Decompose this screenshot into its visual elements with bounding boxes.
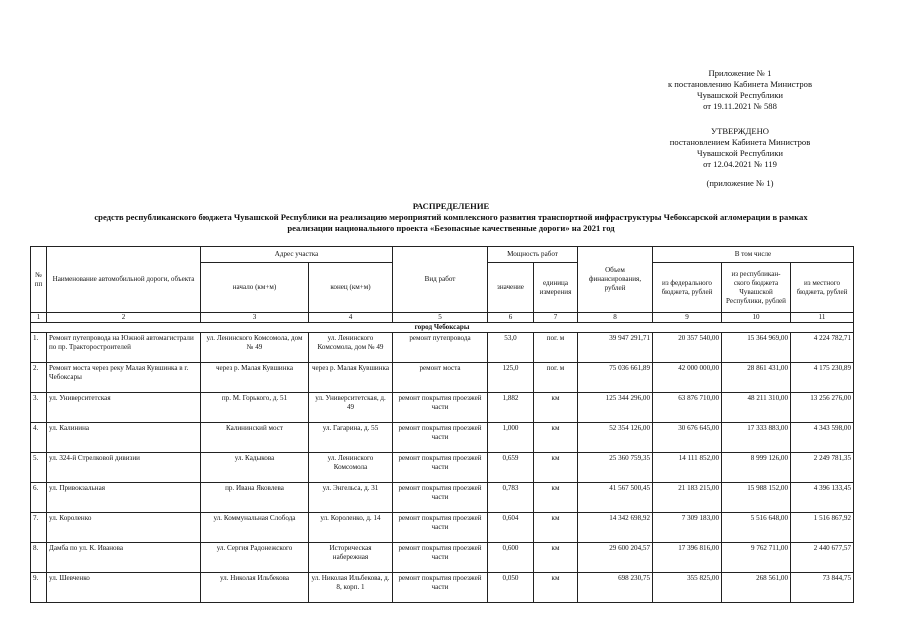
address-end: ул. Энгельса, д. 31 [309, 483, 393, 513]
work-type: ремонт покрытия проезжей части [393, 393, 488, 423]
header-value: значение [488, 263, 534, 313]
col-number: 8 [578, 313, 653, 323]
approval-line-5: (приложение № 1) [706, 178, 774, 188]
federal-funds: 63 876 710,00 [653, 393, 722, 423]
capacity-value: 53,0 [488, 333, 534, 363]
address-end: ул. Николая Ильбекова, д. 8, корп. 1 [309, 573, 393, 603]
header-work-type: Вид работ [393, 247, 488, 313]
header-unit: единица измерения [534, 263, 578, 313]
address-end: ул. Гагарина, д. 55 [309, 423, 393, 453]
road-name: ул. Университетская [47, 393, 201, 423]
column-number-row [31, 313, 854, 323]
work-type: ремонт покрытия проезжей части [393, 453, 488, 483]
capacity-value: 1,882 [488, 393, 534, 423]
appendix-line-2: к постановлению Кабинета Министров [667, 79, 813, 89]
federal-funds: 42 000 000,00 [653, 363, 722, 393]
table-row [31, 483, 854, 513]
col-number: 1 [31, 313, 47, 323]
col-number: 2 [47, 313, 201, 323]
table-row [31, 513, 854, 543]
address-start: пр. М. Горького, д. 51 [201, 393, 309, 423]
capacity-unit: км [534, 513, 578, 543]
local-funds: 1 516 867,92 [791, 513, 854, 543]
approval-block [640, 126, 840, 189]
federal-funds: 21 183 215,00 [653, 483, 722, 513]
capacity-unit: км [534, 453, 578, 483]
address-end: Историческая набережная [309, 543, 393, 573]
header-name: Наименование автомобильной дороги, объекта [47, 247, 201, 313]
federal-funds: 355 825,00 [653, 573, 722, 603]
road-name: ул. Шевченко [47, 573, 201, 603]
republic-funds: 28 861 431,00 [722, 363, 791, 393]
title-line-3: реализации национального проекта «Безопасные качественные дороги» на 2021 год [287, 223, 615, 233]
approval-line-4: от 12.04.2021 № 119 [703, 159, 777, 169]
funding-volume: 698 230,75 [578, 573, 653, 603]
capacity-value: 0,659 [488, 453, 534, 483]
address-end: ул. Ленинского Комсомола, дом № 49 [309, 333, 393, 363]
road-name: Ремонт моста через реку Малая Кувшинка в г. Чебоксары [47, 363, 201, 393]
work-type: ремонт покрытия проезжей части [393, 573, 488, 603]
appendix-line-4: от 19.11.2021 № 588 [703, 101, 777, 111]
federal-funds: 7 309 183,00 [653, 513, 722, 543]
capacity-unit: пог. м [534, 363, 578, 393]
work-type: ремонт покрытия проезжей части [393, 483, 488, 513]
local-funds: 2 440 677,57 [791, 543, 854, 573]
header-federal: из федерального бюджета, рублей [653, 263, 722, 313]
work-type: ремонт покрытия проезжей части [393, 543, 488, 573]
local-funds: 4 175 230,89 [791, 363, 854, 393]
city-name: город Чебоксары [31, 323, 854, 333]
approval-line-3: Чувашской Республики [697, 148, 783, 158]
row-number: 8. [31, 543, 47, 573]
republic-funds: 15 364 969,00 [722, 333, 791, 363]
header-address: Адрес участка [201, 247, 393, 263]
work-type: ремонт покрытия проезжей части [393, 423, 488, 453]
address-end: ул. Университетская, д. 49 [309, 393, 393, 423]
appendix-line-3: Чувашской Республики [697, 90, 783, 100]
address-start: пр. Ивана Яковлева [201, 483, 309, 513]
capacity-unit: км [534, 573, 578, 603]
capacity-value: 125,0 [488, 363, 534, 393]
address-end: через р. Малая Кувшинка [309, 363, 393, 393]
address-end: ул. Короленко, д. 14 [309, 513, 393, 543]
road-name: ул. Калинина [47, 423, 201, 453]
table-row [31, 333, 854, 363]
row-number: 7. [31, 513, 47, 543]
header-including: В том числе [653, 247, 854, 263]
table-row [31, 363, 854, 393]
local-funds: 4 396 133,45 [791, 483, 854, 513]
title-line-2: средств республиканского бюджета Чувашской Республики на реализацию мероприятий комплексного развития транспортной инфраструктуры Чебоксарской агломерации в рамках [94, 212, 808, 222]
header-end: конец (км+м) [309, 263, 393, 313]
header-volume: Объем финансирования, рублей [578, 247, 653, 313]
republic-funds: 5 516 648,00 [722, 513, 791, 543]
col-number: 7 [534, 313, 578, 323]
address-start: через р. Малая Кувшинка [201, 363, 309, 393]
republic-funds: 17 333 883,00 [722, 423, 791, 453]
table-row [31, 543, 854, 573]
address-start: ул. Ленинского Комсомола, дом № 49 [201, 333, 309, 363]
table-row [31, 453, 854, 483]
distribution-table [30, 246, 854, 603]
funding-volume: 41 567 500,45 [578, 483, 653, 513]
address-start: ул. Николая Ильбекова [201, 573, 309, 603]
republic-funds: 48 211 310,00 [722, 393, 791, 423]
appendix-line-1: Приложение № 1 [708, 68, 772, 78]
local-funds: 2 249 781,35 [791, 453, 854, 483]
road-name: Дамба по ул. К. Иванова [47, 543, 201, 573]
funding-volume: 39 947 291,71 [578, 333, 653, 363]
header-local: из местного бюджета, рублей [791, 263, 854, 313]
capacity-unit: км [534, 483, 578, 513]
header-capacity: Мощность работ [488, 247, 578, 263]
table-row [31, 423, 854, 453]
local-funds: 73 844,75 [791, 573, 854, 603]
capacity-unit: км [534, 393, 578, 423]
row-number: 3. [31, 393, 47, 423]
address-start: ул. Сергия Радонежского [201, 543, 309, 573]
address-start: Калининский мост [201, 423, 309, 453]
col-number: 6 [488, 313, 534, 323]
appendix-block [640, 68, 840, 112]
funding-volume: 52 354 126,00 [578, 423, 653, 453]
federal-funds: 30 676 645,00 [653, 423, 722, 453]
funding-volume: 25 360 759,35 [578, 453, 653, 483]
header-republic: из республикан-ского бюджета Чувашской Республики, рублей [722, 263, 791, 313]
col-number: 10 [722, 313, 791, 323]
row-number: 4. [31, 423, 47, 453]
approval-line-1: УТВЕРЖДЕНО [710, 126, 770, 136]
federal-funds: 17 396 816,00 [653, 543, 722, 573]
table-row [31, 573, 854, 603]
col-number: 9 [653, 313, 722, 323]
federal-funds: 14 111 852,00 [653, 453, 722, 483]
col-number: 4 [309, 313, 393, 323]
header-num: № пп [31, 247, 47, 313]
republic-funds: 8 999 126,00 [722, 453, 791, 483]
row-number: 1. [31, 333, 47, 363]
road-name: Ремонт путепровода на Южной автомагистрали по пр. Тракторостроителей [47, 333, 201, 363]
funding-volume: 29 600 204,57 [578, 543, 653, 573]
table-row [31, 393, 854, 423]
republic-funds: 268 561,00 [722, 573, 791, 603]
row-number: 2. [31, 363, 47, 393]
title-line-1: РАСПРЕДЕЛЕНИЕ [412, 201, 490, 211]
federal-funds: 20 357 540,00 [653, 333, 722, 363]
address-start: ул. Коммунальная Слобода [201, 513, 309, 543]
capacity-value: 0,050 [488, 573, 534, 603]
approval-line-2: постановлением Кабинета Министров [669, 137, 811, 147]
work-type: ремонт покрытия проезжей части [393, 513, 488, 543]
col-number: 11 [791, 313, 854, 323]
road-name: ул. Привокзальная [47, 483, 201, 513]
col-number: 3 [201, 313, 309, 323]
capacity-unit: пог. м [534, 333, 578, 363]
funding-volume: 14 342 698,92 [578, 513, 653, 543]
row-number: 5. [31, 453, 47, 483]
city-row [31, 323, 854, 333]
capacity-unit: км [534, 423, 578, 453]
work-type: ремонт моста [393, 363, 488, 393]
row-number: 6. [31, 483, 47, 513]
local-funds: 4 343 598,00 [791, 423, 854, 453]
address-end: ул. Ленинского Комсомола [309, 453, 393, 483]
republic-funds: 15 988 152,00 [722, 483, 791, 513]
funding-volume: 75 036 661,89 [578, 363, 653, 393]
capacity-value: 0,600 [488, 543, 534, 573]
row-number: 9. [31, 573, 47, 603]
address-start: ул. Кадыкова [201, 453, 309, 483]
header-start: начало (км+м) [201, 263, 309, 313]
road-name: ул. 324-й Стрелковой дивизии [47, 453, 201, 483]
capacity-value: 1,000 [488, 423, 534, 453]
document-title [30, 201, 872, 234]
capacity-unit: км [534, 543, 578, 573]
local-funds: 4 224 782,71 [791, 333, 854, 363]
funding-volume: 125 344 296,00 [578, 393, 653, 423]
road-name: ул. Короленко [47, 513, 201, 543]
local-funds: 13 256 276,00 [791, 393, 854, 423]
col-number: 5 [393, 313, 488, 323]
work-type: ремонт путепровода [393, 333, 488, 363]
capacity-value: 0,783 [488, 483, 534, 513]
republic-funds: 9 762 711,00 [722, 543, 791, 573]
capacity-value: 0,604 [488, 513, 534, 543]
